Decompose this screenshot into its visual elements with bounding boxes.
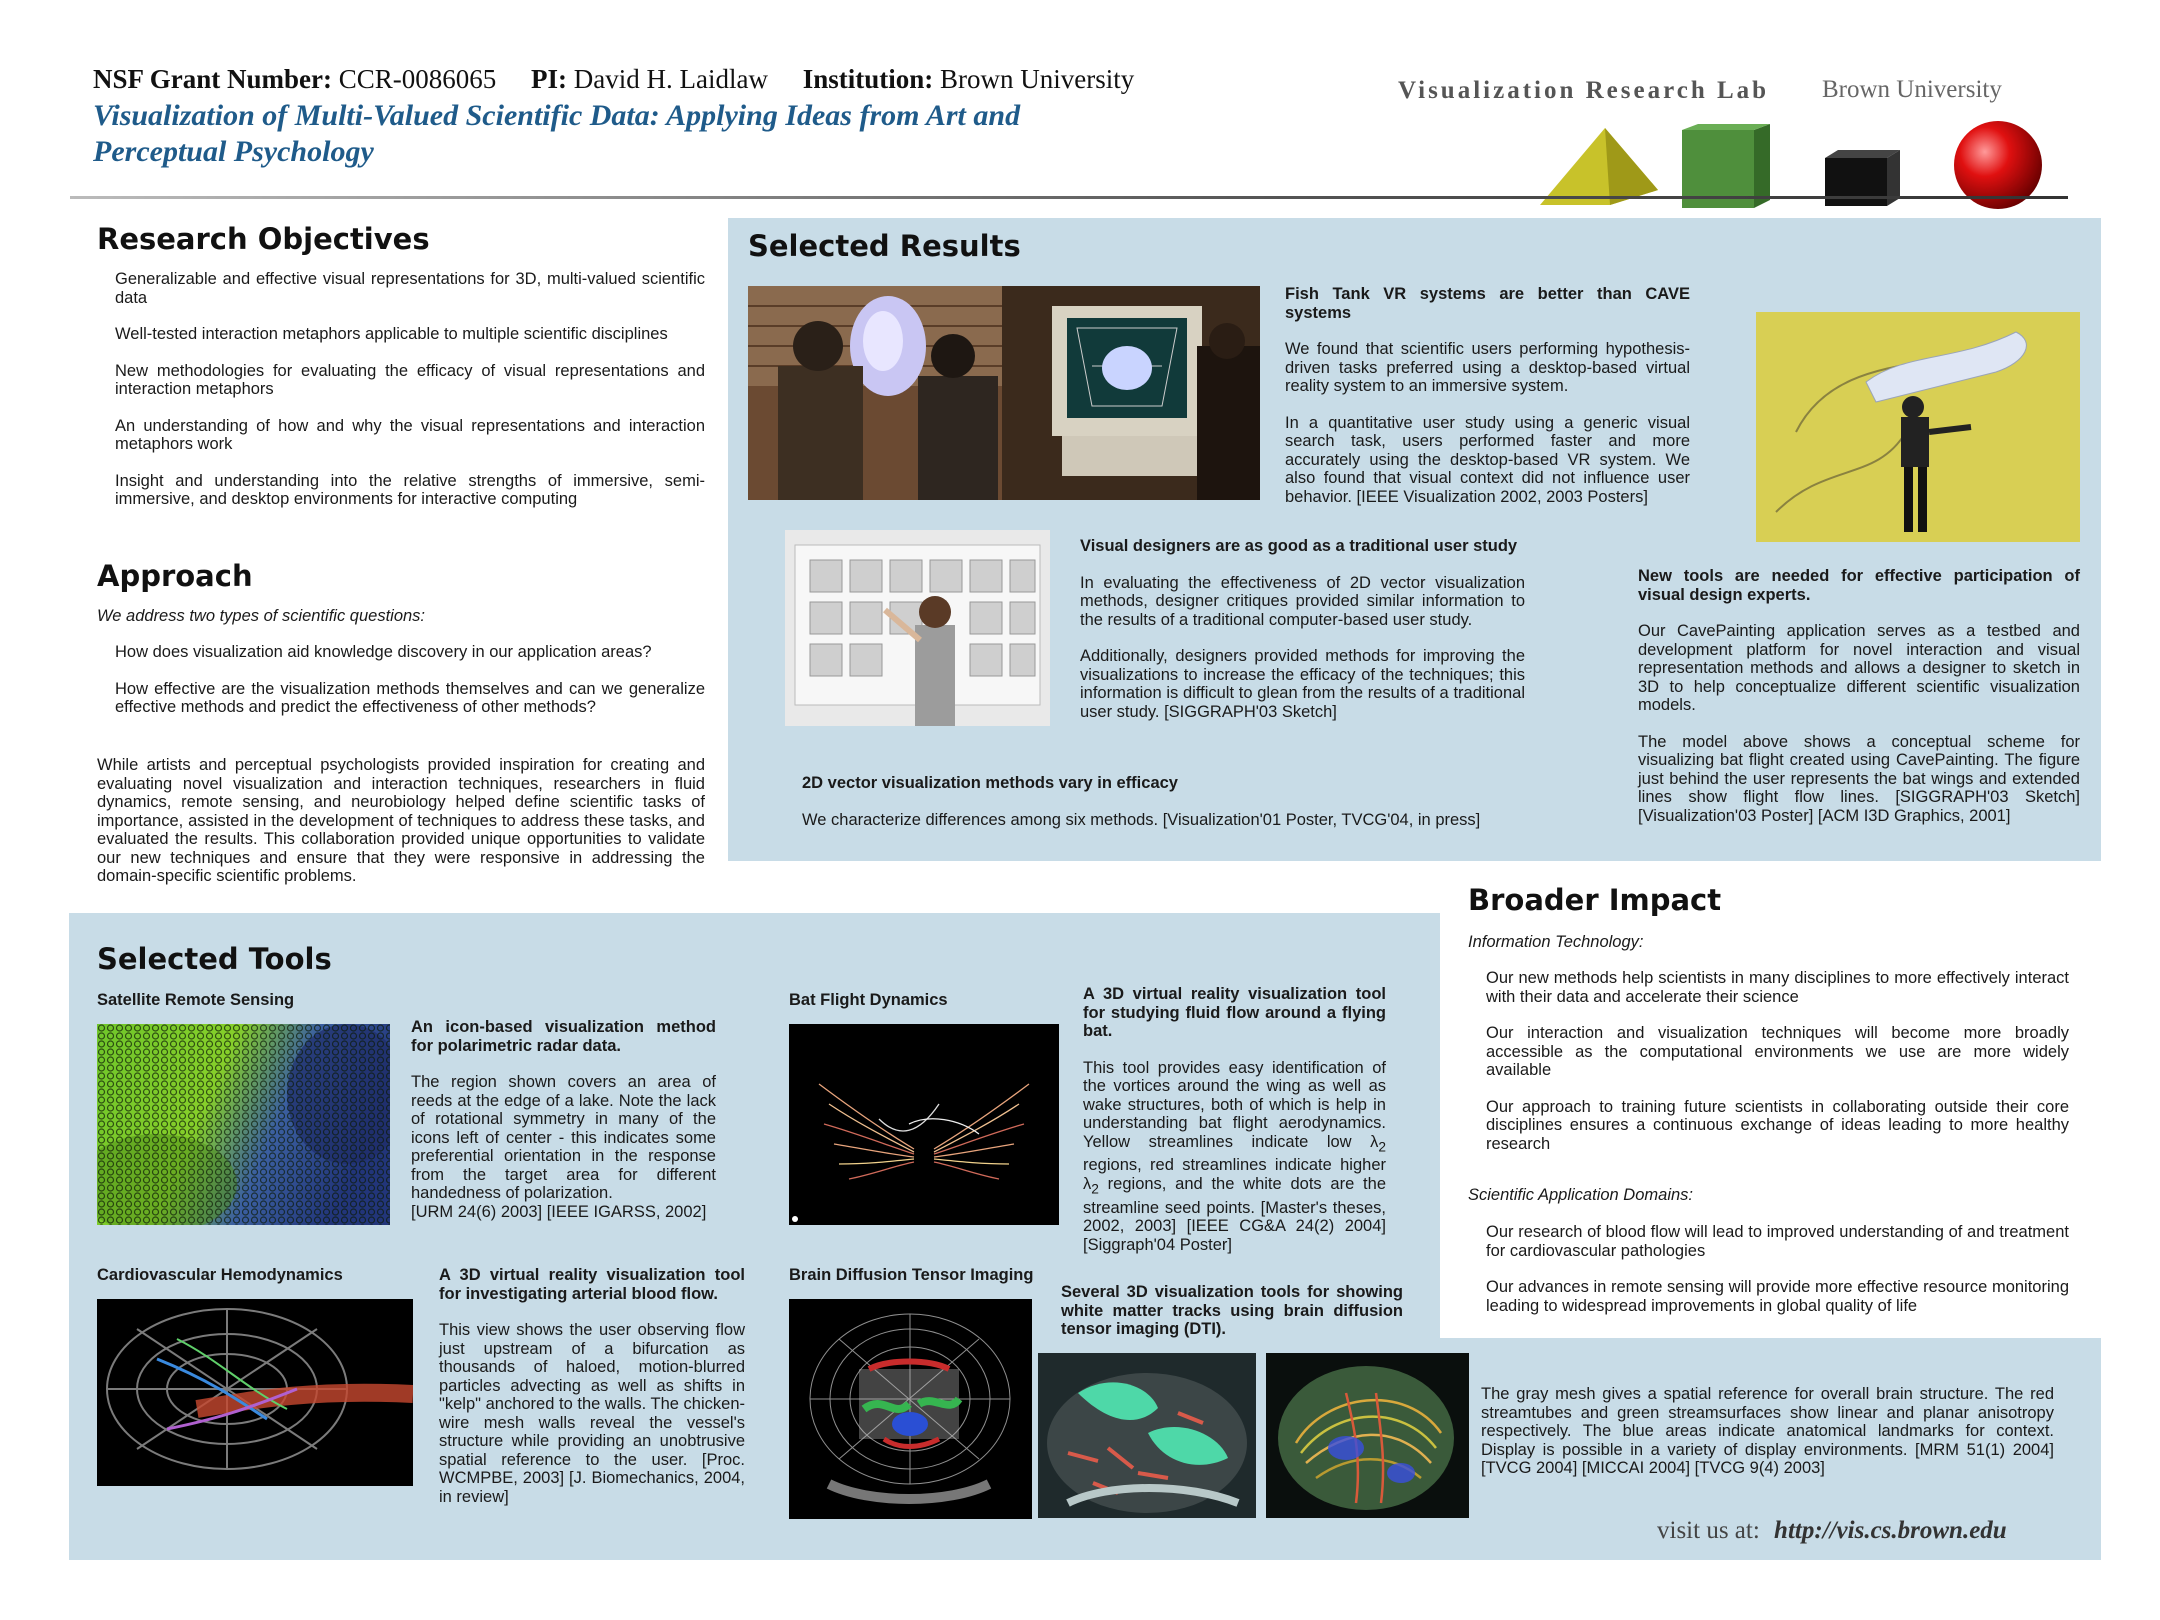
- vector-block: [802, 774, 1502, 847]
- broader-impact-heading: Broader Impact: [1468, 883, 1722, 917]
- grant-label: NSF Grant Number:: [93, 64, 332, 94]
- header-divider: [70, 196, 2068, 199]
- bat-label: Bat Flight Dynamics: [789, 991, 948, 1009]
- new-tools-p1: Our CavePainting application serves as a testbed and development platform for novel interaction and visual representation methods and allows a designer to sketch in 3D to help conceptualize different scientific visualization models.: [1638, 622, 2080, 714]
- satellite-ref: [URM 24(6) 2003] [IEEE IGARSS, 2002]: [411, 1202, 707, 1221]
- cardio-title: A 3D virtual reality visualization tool for investigating arterial blood flow.: [439, 1266, 745, 1303]
- cardio-image: [97, 1299, 413, 1486]
- bat-block: [1083, 985, 1386, 1254]
- objective-item: An understanding of how and why the visual representations and interaction metaphors work: [115, 416, 705, 453]
- approach-heading: Approach: [97, 559, 253, 593]
- approach-intro: We address two types of scientific questions:: [97, 607, 426, 625]
- fishtank-p1: We found that scientific users performing hypothesis-driven tasks preferred using a desktop-based virtual reality system to an immersive system.: [1285, 340, 1690, 395]
- it-label: Information Technology:: [1468, 933, 1644, 951]
- approach-question: How does visualization aid knowledge discovery in our application areas?: [115, 643, 652, 661]
- bat-p1: [1083, 1059, 1386, 1255]
- sci-item: Our advances in remote sensing will provide more effective resource monitoring leading to widespread improvements in global quality of life: [1486, 1278, 2069, 1315]
- designers-p1: In evaluating the effectiveness of 2D vector visualization methods, designer critiques provided similar information to the results of a traditional computer-based user study.: [1080, 573, 1525, 629]
- lab-website-link[interactable]: http://vis.cs.brown.edu: [1774, 1517, 2007, 1544]
- fishtank-desktop-photo: [1002, 286, 1260, 500]
- designers-title: Visual designers are as good as a traditional user study: [1080, 537, 1518, 555]
- new-tools-title: New tools are needed for effective participation of visual design experts.: [1638, 567, 2080, 604]
- it-item: Our approach to training future scientists in collaborating outside their core disciplines ensures a continuous exchange of ideas leading to more healthy research: [1486, 1097, 2069, 1153]
- objective-item: New methodologies for evaluating the efficacy of visual representations and interaction metaphors: [115, 361, 705, 398]
- fishtank-p2: In a quantitative user study using a generic visual search task, users performed faster and more accurately using the desktop-based VR system. We also found that visual context did not influence user behavior. [IEEE Visualization 2002, 2003 Posters]: [1285, 413, 1690, 506]
- brain-p1: The gray mesh gives a spatial reference for overall brain structure. The red streamtubes and green streamsurfaces show linear and planar anisotropy respectively. The blue areas indicate anatomical landmarks for context. Display is possible in a variety of display environments. [MRM 51(1) 2004] [TVCG 2004] [MICCAI 2004] [TVCG 9(4) 2003]: [1481, 1385, 2054, 1477]
- fishtank-cave-photo: [748, 286, 1002, 500]
- it-list: [1486, 969, 2069, 1171]
- fishtank-block: [1285, 285, 1690, 524]
- brain-streamsurface-image: [1038, 1353, 1256, 1518]
- lab-logo-shapes: [1520, 110, 2060, 210]
- objective-item: Well-tested interaction metaphors applicable to multiple scientific disciplines: [115, 325, 668, 343]
- satellite-label: Satellite Remote Sensing: [97, 991, 295, 1009]
- title-line-2: Perceptual Psychology: [93, 135, 374, 168]
- satellite-image: [97, 1024, 390, 1225]
- selected-tools-heading: Selected Tools: [97, 942, 332, 976]
- research-objectives-list: [115, 270, 705, 527]
- cardio-p1: This view shows the user observing flow just upstream of a bifurcation as thousands of haloed, motion-blurred particles advecting as well as shifts in "kelp" anchored to the walls. The chicken-wire mesh walls reveal the vessel's structure while providing an unobtrusive spatial reference to the user. [Proc. WCMPBE, 2003] [J. Biomechanics, 2004, in review]: [439, 1321, 745, 1506]
- visit-label: visit us at:: [1657, 1517, 1760, 1544]
- pi-label: PI:: [531, 64, 568, 94]
- new-tools-block: [1638, 567, 2080, 843]
- header-meta: [93, 64, 1134, 95]
- bat-title: A 3D virtual reality visualization tool for studying fluid flow around a flying bat.: [1083, 985, 1386, 1040]
- vector-title: 2D vector visualization methods vary in efficacy: [802, 774, 1178, 792]
- lambda-symbol: λ: [1083, 1174, 1092, 1193]
- brain-label: Brain Diffusion Tensor Imaging: [789, 1266, 1034, 1284]
- designers-block: [1080, 537, 1525, 739]
- satellite-title: An icon-based visualization method for polarimetric radar data.: [411, 1018, 716, 1055]
- satellite-p1: The region shown covers an area of reeds at the edge of a lake. Note the lack of rotational symmetry in many of the icons left of center - this indicates some preferential orientation in the response from the target area for different handedness of polarization.: [411, 1073, 716, 1202]
- objective-item: Generalizable and effective visual representations for 3D, multi-valued scientific data: [115, 270, 705, 307]
- approach-questions: [115, 643, 705, 735]
- lambda-symbol: λ: [1370, 1132, 1379, 1151]
- page-title: [93, 98, 1020, 170]
- fishtank-title: Fish Tank VR systems are better than CAVE systems: [1285, 285, 1690, 322]
- sci-item: Our research of blood flow will lead to improved understanding of and treatment for cardiovascular pathologies: [1486, 1223, 2069, 1260]
- lab-name: Visualization Research Lab: [1398, 77, 1770, 104]
- cavepainting-photo: [1756, 312, 2080, 542]
- cardio-block: [439, 1266, 745, 1506]
- pi-value: David H. Laidlaw: [573, 64, 768, 94]
- designers-photo: [785, 530, 1050, 726]
- title-line-1: Visualization of Multi-Valued Scientific Data: Applying Ideas from Art and: [93, 99, 1021, 132]
- lambda-subscript: 2: [1378, 1138, 1386, 1154]
- sci-label: Scientific Application Domains:: [1468, 1186, 1693, 1204]
- it-item: Our interaction and visualization techniques will become more broadly accessible as the computational environments we use are more widely available: [1486, 1024, 2069, 1079]
- selected-results-heading: Selected Results: [748, 229, 1021, 263]
- objective-item: Insight and understanding into the relative strengths of immersive, semi-immersive, and desktop environments for interactive computing: [115, 471, 705, 508]
- bat-p1a: This tool provides easy identification of the vortices around the wing as well as wake structures, both of which is help in understanding bat flight aerodynamics. Yellow streamlines indicate low: [1083, 1058, 1386, 1151]
- lambda-subscript: 2: [1091, 1181, 1099, 1197]
- grant-value: CCR-0086065: [338, 64, 497, 94]
- designers-p2: Additionally, designers provided methods for improving the visualizations to increase the efficacy of the techniques; this information is difficult to glean from the results of a traditional user study. [SIGGRAPH'03 Sketch]: [1080, 647, 1525, 721]
- institution-value: Brown University: [940, 64, 1135, 94]
- satellite-block: [411, 1018, 716, 1221]
- vector-p1: We characterize differences among six methods. [Visualization'01 Poster, TVCG'04, in press]: [802, 810, 1481, 829]
- sci-list: [1486, 1223, 2069, 1333]
- lab-university: Brown University: [1822, 76, 2002, 103]
- approach-paragraph: While artists and perceptual psychologists provided inspiration for creating and evaluating novel visualization and interaction techniques, researchers in fluid dynamics, remote sensing, and neurobiology helped define scientific tasks of importance, assisted in the development of techniques to address these tasks, and evaluated the results. This collaboration provided unique opportunities to validate our new techniques and ensure that they were responsive in addressing the domain-specific scientific problems.: [97, 756, 705, 885]
- brain-mesh-image: [789, 1299, 1032, 1519]
- cardio-label: Cardiovascular Hemodynamics: [97, 1266, 343, 1284]
- research-objectives-heading: Research Objectives: [97, 222, 430, 256]
- bat-p1b: regions, red streamlines indicate higher: [1083, 1156, 1386, 1175]
- visit-us: [1657, 1517, 2007, 1545]
- approach-question: How effective are the visualization methods themselves and can we generalize effective methods and predict the effectiveness of other methods?: [115, 679, 705, 716]
- bat-flight-image: [789, 1024, 1059, 1225]
- it-item: Our new methods help scientists in many disciplines to more effectively interact with their data and accelerate their science: [1486, 969, 2069, 1006]
- institution-label: Institution:: [802, 64, 934, 94]
- brain-title: Several 3D visualization tools for showing white matter tracks using brain diffusion tensor imaging (DTI).: [1061, 1283, 1403, 1338]
- new-tools-p2: The model above shows a conceptual scheme for visualizing bat flight created using CavePainting. The figure just behind the user represents the bat wings and extended lines show flight flow lines. [SIGGRAPH'03 Sketch] [Visualization'03 Poster] [ACM I3D Graphics, 2001]: [1638, 732, 2080, 825]
- brain-tracts-image: [1266, 1353, 1469, 1518]
- bat-p1c: regions, and the white dots are the streamline seed points. [Master's theses, 2002, 2003] [IEEE CG&A 24(2) 2004] [Siggraph'04 Poster]: [1083, 1174, 1386, 1254]
